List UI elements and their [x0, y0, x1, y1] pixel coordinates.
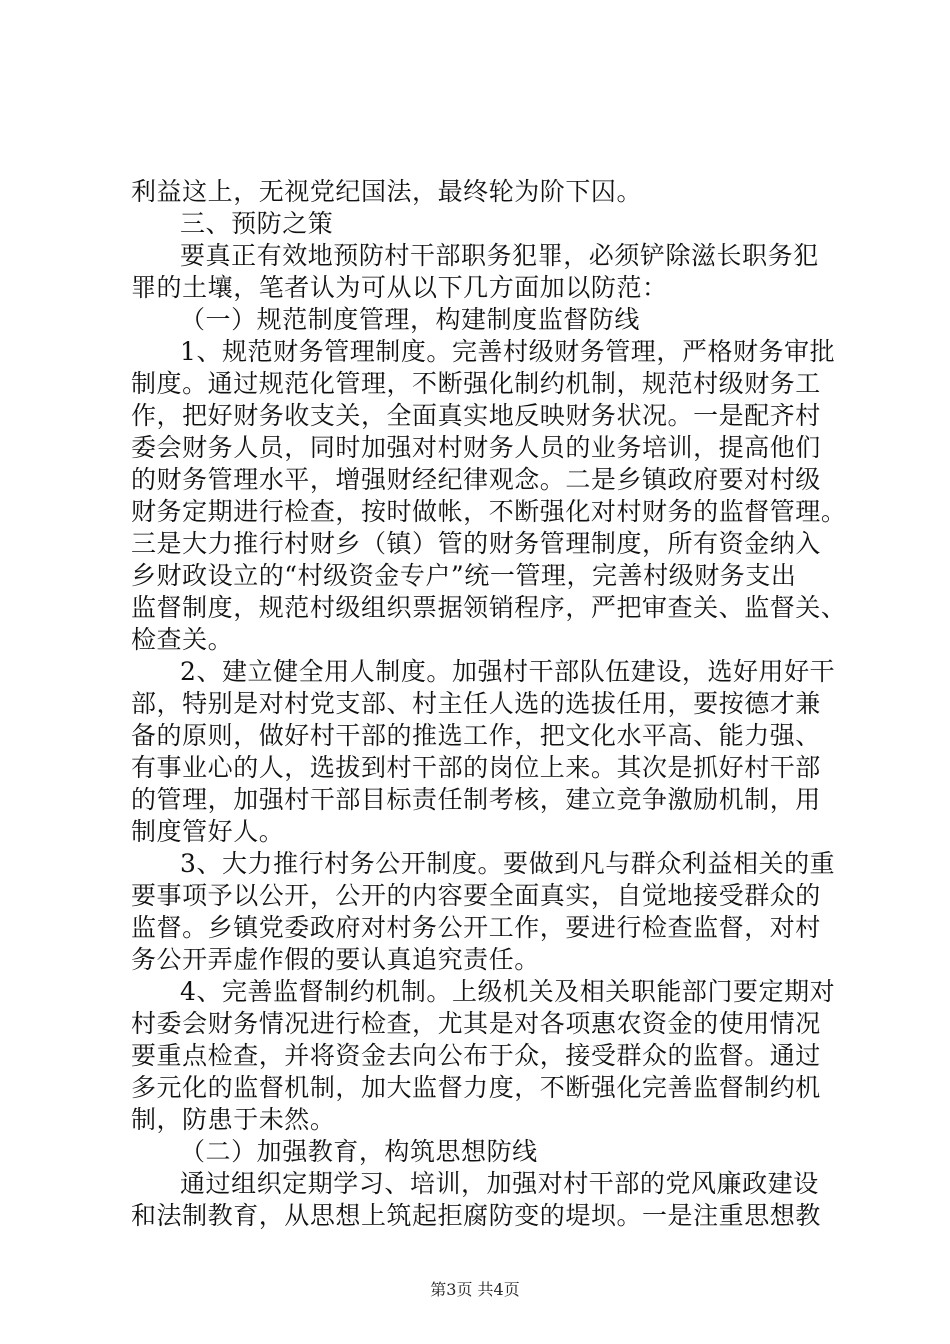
text-line: 制度。通过规范化管理，不断强化制约机制，规范村级财务工 [131, 369, 821, 398]
text-line: 和法制教育，从思想上筑起拒腐防变的堤坝。一是注重思想教 [131, 1201, 821, 1230]
text-line: 的财务管理水平，增强财经纪律观念。二是乡镇政府要对村级 [131, 465, 821, 494]
text-line: 要重点检查，并将资金去向公布于众，接受群众的监督。通过 [131, 1041, 821, 1070]
text-line: 村委会财务情况进行检查，尤其是对各项惠农资金的使用情况 [131, 1009, 821, 1038]
text-line: 监督。乡镇党委政府对村务公开工作，要进行检查监督，对村 [131, 913, 821, 942]
text-line: 通过组织定期学习、培训，加强对村干部的党风廉政建设 [180, 1169, 819, 1198]
text-line: 制，防患于未然。 [131, 1105, 336, 1134]
text-line: 4、完善监督制约机制。上级机关及相关职能部门要定期对 [180, 977, 836, 1006]
text-line: 3、大力推行村务公开制度。要做到凡与群众利益相关的重 [180, 849, 836, 878]
text-line: 乡财政设立的“村级资金专户”统一管理，完善村级财务支出 [131, 561, 797, 590]
text-line: 委会财务人员，同时加强对村财务人员的业务培训，提高他们 [131, 433, 821, 462]
text-line: 罪的土壤，笔者认为可从以下几方面加以防范： [131, 273, 668, 302]
text-line: 要真正有效地预防村干部职务犯罪，必须铲除滋长职务犯 [180, 241, 819, 270]
section-heading: 三、预防之策 [180, 209, 334, 238]
text-line: 有事业心的人，选拔到村干部的岗位上来。其次是抓好村干部 [131, 753, 821, 782]
text-line: 检查关。 [131, 625, 234, 654]
text-line: 1、规范财务管理制度。完善村级财务管理，严格财务审批 [180, 337, 836, 366]
text-line: 监督制度，规范村级组织票据领销程序，严把审查关、监督关、 [131, 593, 847, 622]
text-line: 制度管好人。 [131, 817, 285, 846]
subsection-heading: （二）加强教育，构筑思想防线 [180, 1137, 538, 1166]
subsection-heading: （一）规范制度管理，构建制度监督防线 [180, 305, 640, 334]
text-line: 多元化的监督机制，加大监督力度，不断强化完善监督制约机 [131, 1073, 821, 1102]
page-footer: 第3页 共4页 [430, 1280, 520, 1299]
text-line: 2、建立健全用人制度。加强村干部队伍建设，选好用好干 [180, 657, 836, 686]
text-line: 部，特别是对村党支部、村主任人选的选拔任用，要按德才兼 [131, 689, 821, 718]
text-line: 财务定期进行检查，按时做帐，不断强化对村财务的监督管理。 [131, 497, 847, 526]
text-line: 要事项予以公开，公开的内容要全面真实，自觉地接受群众的 [131, 881, 821, 910]
text-line: 三是大力推行村财乡（镇）管的财务管理制度，所有资金纳入 [131, 529, 821, 558]
text-line: 利益这上，无视党纪国法，最终轮为阶下囚。 [131, 177, 643, 206]
text-line: 务公开弄虚作假的要认真追究责任。 [131, 945, 540, 974]
text-line: 备的原则，做好村干部的推选工作，把文化水平高、能力强、 [131, 721, 821, 750]
text-line: 的管理，加强村干部目标责任制考核，建立竞争激励机制，用 [131, 785, 821, 814]
text-line: 作，把好财务收支关，全面真实地反映财务状况。一是配齐村 [131, 401, 821, 430]
